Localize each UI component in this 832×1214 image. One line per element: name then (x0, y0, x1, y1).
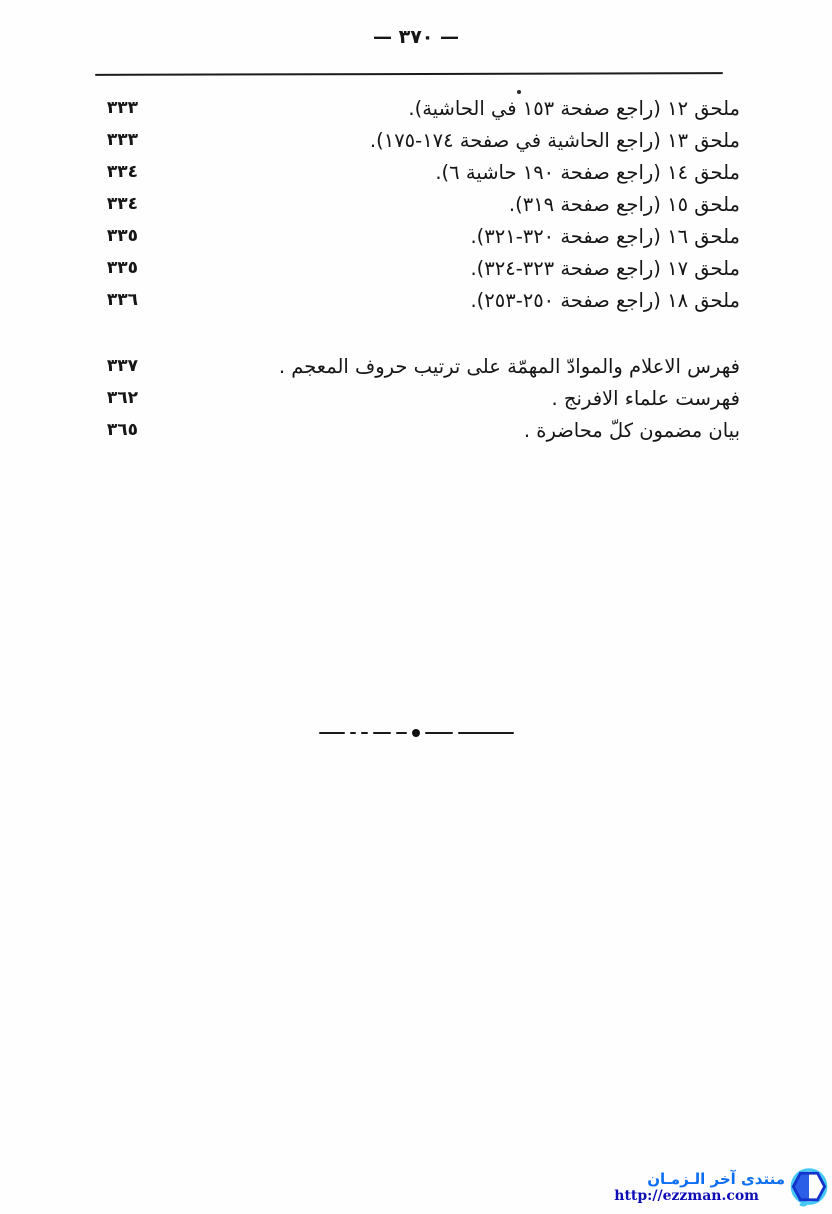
toc-row (0, 124, 832, 156)
toc-row (0, 188, 832, 220)
index-toc-list (0, 350, 832, 446)
watermark-site-name: منتدى آخر الـزمـان (647, 1169, 785, 1188)
toc-entry-label: ملحق ١٤ (راجع صفحة ١٩٠ حاشية ٦). (435, 160, 740, 184)
toc-row (0, 252, 832, 284)
toc-entry-label: ملحق ١٢ (راجع صفحة ١٥٣ في الحاشية). (408, 96, 740, 120)
toc-row (0, 220, 832, 252)
toc-entry-label: فهرس الاعلام والموادّ المهمّة على ترتيب حروف المعجم . (278, 354, 740, 378)
toc-entry-label: ملحق ١٥ (راجع صفحة ٣١٩). (508, 192, 740, 216)
site-watermark (614, 1166, 828, 1209)
toc-page-number: ٣٣٧ (106, 356, 138, 376)
ezzman-gem-logo-icon (790, 1166, 828, 1209)
toc-row (0, 382, 832, 414)
toc-entry-label: ملحق ١٧ (راجع صفحة ٣٢٣-٣٢٤). (470, 256, 740, 280)
toc-entry-label: ملحق ١٨ (راجع صفحة ٢٥٠-٢٥٣). (470, 288, 740, 312)
divider-dot (412, 729, 420, 737)
toc-row (0, 414, 832, 446)
watermark-site-url: http://ezzman.com (614, 1188, 759, 1205)
toc-page-number: ٣٦٢ (106, 388, 138, 408)
toc-row (0, 156, 832, 188)
page-header-number: — ٣٧٠ — (372, 26, 460, 48)
toc-page-number: ٣٣٣ (106, 130, 138, 150)
toc-entry-label: ملحق ١٣ (راجع الحاشية في صفحة ١٧٤-١٧٥). (369, 128, 740, 152)
toc-row (0, 92, 832, 124)
toc-entry-label: فهرست علماء الافرنج . (551, 386, 740, 410)
toc-page-number: ٣٣٤ (106, 162, 138, 182)
toc-page-number: ٣٦٥ (106, 420, 138, 440)
toc-page-number: ٣٣٥ (106, 226, 138, 246)
end-of-section-divider (0, 729, 832, 737)
toc-row (0, 350, 832, 382)
toc-page-number: ٣٣٤ (106, 194, 138, 214)
toc-page-number: ٣٣٦ (106, 290, 138, 310)
appendix-toc-list (0, 92, 832, 316)
toc-page-number: ٣٣٥ (106, 258, 138, 278)
header-rule (95, 72, 723, 76)
toc-row (0, 284, 832, 316)
toc-page-number: ٣٣٣ (106, 98, 138, 118)
toc-entry-label: بيان مضمون كلّ محاضرة . (523, 418, 740, 442)
toc-entry-label: ملحق ١٦ (راجع صفحة ٣٢٠-٣٢١). (470, 224, 740, 248)
